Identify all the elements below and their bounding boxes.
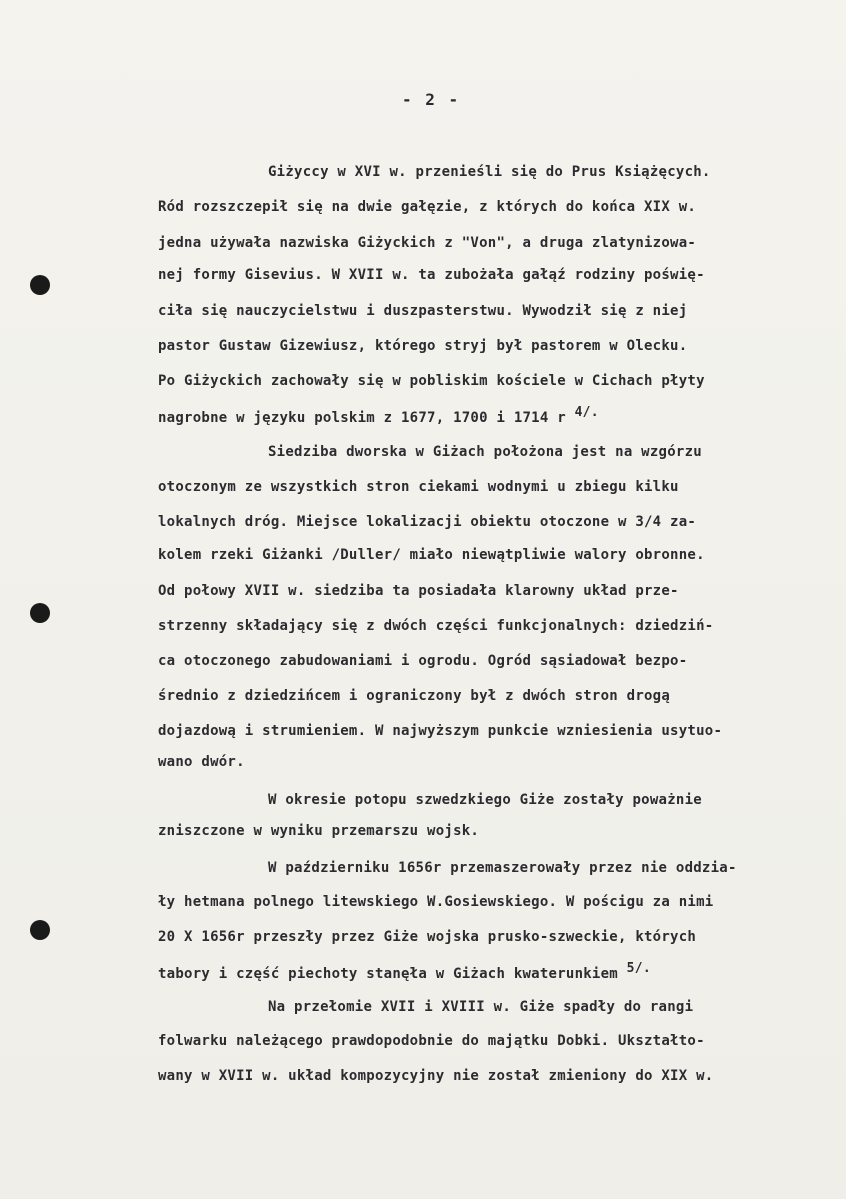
text-line: dojazdową i strumieniem. W najwyższym punkcie wzniesienia usytuo- [158,723,723,739]
footnote-marker: 5/. [626,961,651,976]
text-line: wano dwór. [158,754,245,770]
text-line: kolem rzeki Giżanki /Duller/ miało niewątpliwie walory obronne. [158,547,705,563]
binder-hole-top [30,275,50,295]
text-line [158,960,651,983]
text-line: zniszczone w wyniku przemarszu wojsk. [158,823,480,839]
text-line: ciła się nauczycielstwu i duszpasterstwu. Wywodził się z niej [158,303,688,319]
text-line: Na przełomie XVII i XVIII w. Giże spadły do rangi [268,999,694,1015]
text-line-content: nagrobne w języku polskim z 1677, 1700 i 1714 r [158,410,566,426]
footnote-marker: 4/. [574,405,599,420]
text-line: Od połowy XVII w. siedziba ta posiadała klarowny układ prze- [158,583,679,599]
text-line: jedna używała nazwiska Giżyckich z "Von", a druga zlatynizowa- [158,235,697,251]
text-line: strzenny składający się z dwóch części funkcjonalnych: dziedziń- [158,618,714,634]
text-line: średnio z dziedzińcem i ograniczony był z dwóch stron drogą [158,688,671,704]
text-line-content: tabory i część piechoty stanęła w Giżach kwaterunkiem [158,966,618,982]
text-line: Siedziba dworska w Giżach położona jest na wzgórzu [268,444,702,460]
text-line: nej formy Gisevius. W XVII w. ta zubożała gałąź rodziny poświę- [158,267,705,283]
text-line: lokalnych dróg. Miejsce lokalizacji obiektu otoczone w 3/4 za- [158,514,697,530]
text-line: wany w XVII w. układ kompozycyjny nie został zmieniony do XIX w. [158,1068,714,1084]
text-line: W okresie potopu szwedzkiego Giże zostały poważnie [268,792,702,808]
text-line: 20 X 1656r przeszły przez Giże wojska prusko-szweckie, których [158,929,697,945]
text-line: ły hetmana polnego litewskiego W.Gosiewskiego. W pościgu za nimi [158,894,714,910]
page-number: - 2 - [402,90,461,109]
text-line: otoczonym ze wszystkich stron ciekami wodnymi u zbiegu kilku [158,479,679,495]
binder-hole-middle [30,603,50,623]
text-line: Ród rozszczepił się na dwie gałęzie, z których do końca XIX w. [158,199,697,215]
text-line [158,404,599,427]
text-line: folwarku należącego prawdopodobnie do majątku Dobki. Ukształto- [158,1033,705,1049]
text-line: pastor Gustaw Gizewiusz, którego stryj był pastorem w Olecku. [158,338,688,354]
text-line: Po Giżyckich zachowały się w pobliskim kościele w Cichach płyty [158,373,705,389]
text-line: ca otoczonego zabudowaniami i ogrodu. Ogród sąsiadował bezpo- [158,653,688,669]
binder-hole-bottom [30,920,50,940]
text-line: W październiku 1656r przemaszerowały przez nie oddzia- [268,860,737,876]
text-line: Giżyccy w XVI w. przenieśli się do Prus Książęcych. [268,164,711,180]
